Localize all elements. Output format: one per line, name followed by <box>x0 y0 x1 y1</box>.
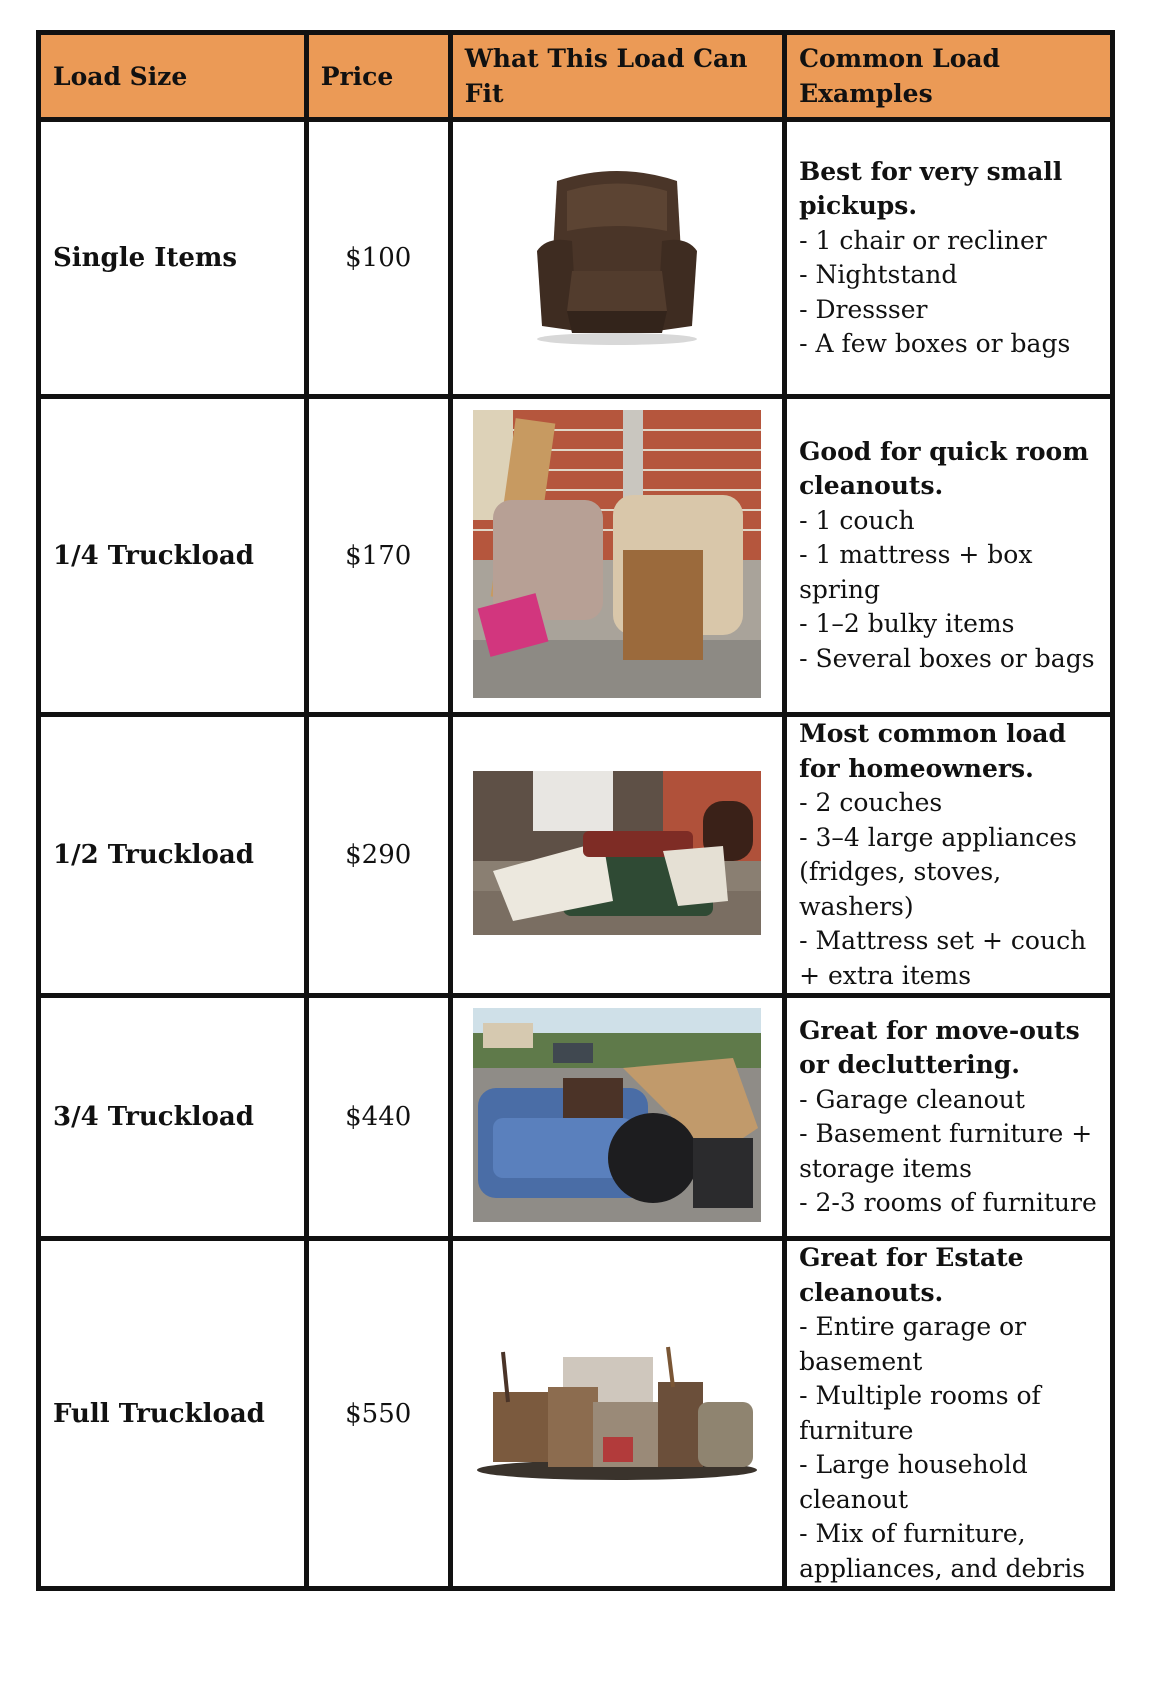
examples-cell <box>785 1239 1113 1589</box>
image-cell <box>450 1239 784 1589</box>
list-item: - 1 chair or recliner <box>799 225 1047 255</box>
load-size-cell: 1/2 Truckload <box>39 715 307 996</box>
list-item: - Garage cleanout <box>799 1084 1025 1114</box>
price-cell: $170 <box>306 397 450 715</box>
list-item: - Mix of furniture, appliances, and debris <box>799 1519 1086 1583</box>
image-cell <box>450 120 784 397</box>
header-common-examples: Common Load Examples <box>785 33 1113 120</box>
table-row <box>39 996 1113 1239</box>
mattress-couch-pile-photo <box>473 771 761 935</box>
examples-cell <box>785 397 1113 715</box>
list-item: - 1 mattress + box spring <box>799 540 1033 604</box>
examples-heading: Best for very small pickups. <box>799 156 1063 220</box>
image-cell <box>450 397 784 715</box>
pricing-table <box>36 30 1115 1591</box>
list-item: - Large household cleanout <box>799 1450 1028 1514</box>
load-size-cell: Full Truckload <box>39 1239 307 1589</box>
table-row <box>39 120 1113 397</box>
list-item: - Dressser <box>799 294 928 324</box>
examples-cell <box>785 996 1113 1239</box>
price-cell: $100 <box>306 120 450 397</box>
header-load-size: Load Size <box>39 33 307 120</box>
load-size-cell: Single Items <box>39 120 307 397</box>
table-row <box>39 397 1113 715</box>
header-row <box>39 33 1113 120</box>
blue-couch-street-pile-photo <box>473 1008 761 1222</box>
examples-cell <box>785 120 1113 397</box>
load-size-cell: 1/4 Truckload <box>39 397 307 715</box>
list-item: - Several boxes or bags <box>799 643 1095 673</box>
image-cell <box>450 996 784 1239</box>
price-cell: $550 <box>306 1239 450 1589</box>
list-item: - 3–4 large appliances (fridges, stoves, washers) <box>799 822 1077 921</box>
list-item: - Mattress set + couch + extra items <box>799 926 1087 990</box>
list-item: - 2-3 rooms of furniture <box>799 1188 1097 1217</box>
header-what-fits: What This Load Can Fit <box>450 33 784 120</box>
examples-heading: Good for quick room cleanouts. <box>799 436 1089 501</box>
list-item: - 1–2 bulky items <box>799 609 1015 639</box>
armchairs-curbside-photo <box>473 410 761 698</box>
price-cell: $440 <box>306 996 450 1239</box>
examples-cell <box>785 715 1113 996</box>
full-furniture-pile-photo <box>473 1342 761 1482</box>
list-item: - A few boxes or bags <box>799 329 1071 358</box>
examples-heading: Most common load for homeowners. <box>799 719 1066 783</box>
list-item: - Entire garage or basement <box>799 1312 1027 1376</box>
recliner-chair-photo <box>517 161 717 351</box>
table-row <box>39 1239 1113 1589</box>
list-item: - Multiple rooms of furniture <box>799 1381 1041 1445</box>
list-item: - Basement furniture + storage items <box>799 1119 1093 1183</box>
list-item: - 1 couch <box>799 505 915 535</box>
price-cell: $290 <box>306 715 450 996</box>
header-price: Price <box>306 33 450 120</box>
examples-heading: Great for Estate cleanouts. <box>799 1243 1024 1307</box>
list-item: - Nightstand <box>799 260 958 289</box>
table-row <box>39 715 1113 996</box>
image-cell <box>450 715 784 996</box>
list-item: - 2 couches <box>799 788 943 817</box>
examples-heading: Great for move-outs or decluttering. <box>799 1015 1080 1079</box>
load-size-cell: 3/4 Truckload <box>39 996 307 1239</box>
